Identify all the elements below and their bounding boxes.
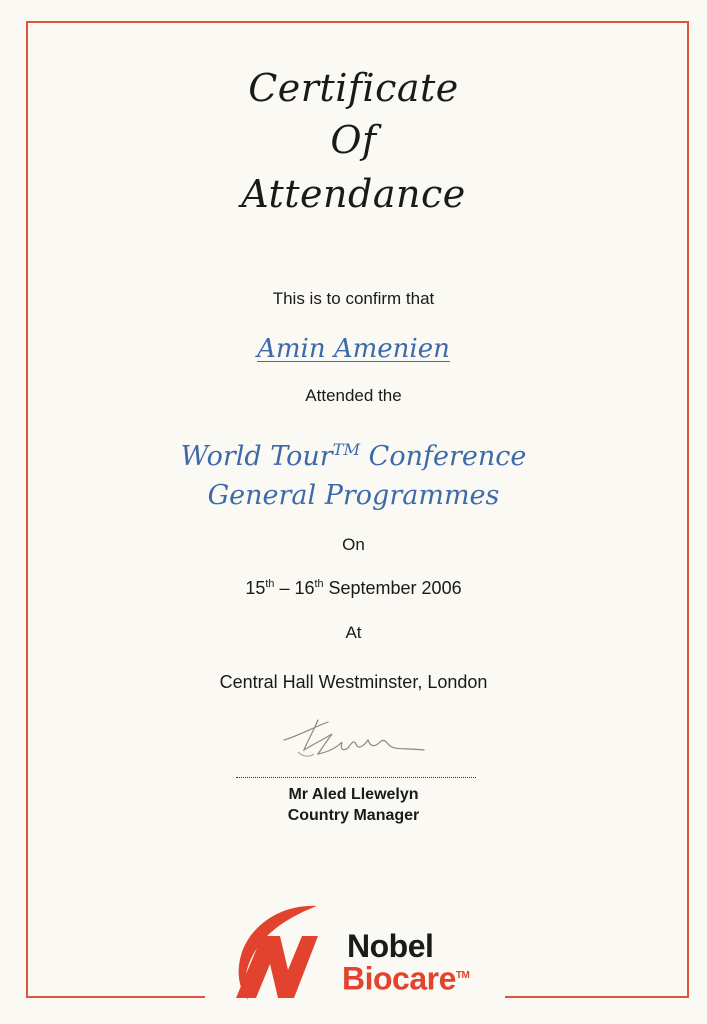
title-line-2: Of — [330, 118, 377, 162]
logo-line-2 — [342, 960, 469, 995]
date-separator: – — [274, 578, 295, 598]
logo-tm: TM — [455, 970, 470, 981]
date-day1: 15 — [245, 578, 266, 598]
date-day1-suffix: th — [265, 578, 275, 590]
attendee-name-text: Amin Amenien — [257, 334, 450, 364]
title-line-1: Certificate — [248, 66, 459, 110]
date-rest: September 2006 — [323, 578, 462, 598]
signatory-name: Mr Aled Llewelyn — [288, 786, 419, 803]
at-text: At — [345, 623, 362, 642]
on-text: On — [342, 535, 365, 554]
signature — [278, 710, 438, 766]
event-name-line-1 — [0, 440, 707, 472]
attended-text: Attended the — [305, 386, 402, 405]
venue: Central Hall Westminster, London — [219, 672, 488, 692]
logo-line-2-text: Biocare — [342, 960, 456, 997]
trademark-mark: TM — [332, 440, 361, 459]
confirm-text: This is to confirm that — [272, 289, 435, 308]
event-name-part1: World Tour — [180, 441, 333, 472]
event-name-line-2: General Programmes — [207, 480, 500, 511]
date-day2: 16 — [294, 578, 315, 598]
date-day2-suffix: th — [314, 578, 324, 590]
event-date — [0, 578, 707, 599]
nobel-biocare-logo — [222, 902, 512, 1012]
logo-line-1: Nobel — [347, 928, 434, 964]
attendee-name — [0, 334, 707, 364]
signature-line — [236, 777, 476, 778]
title-line-3: Attendance — [241, 172, 466, 216]
signatory-title: Country Manager — [287, 807, 420, 824]
event-name-part2: Conference — [360, 441, 527, 472]
logo-mark-icon — [222, 902, 352, 1012]
